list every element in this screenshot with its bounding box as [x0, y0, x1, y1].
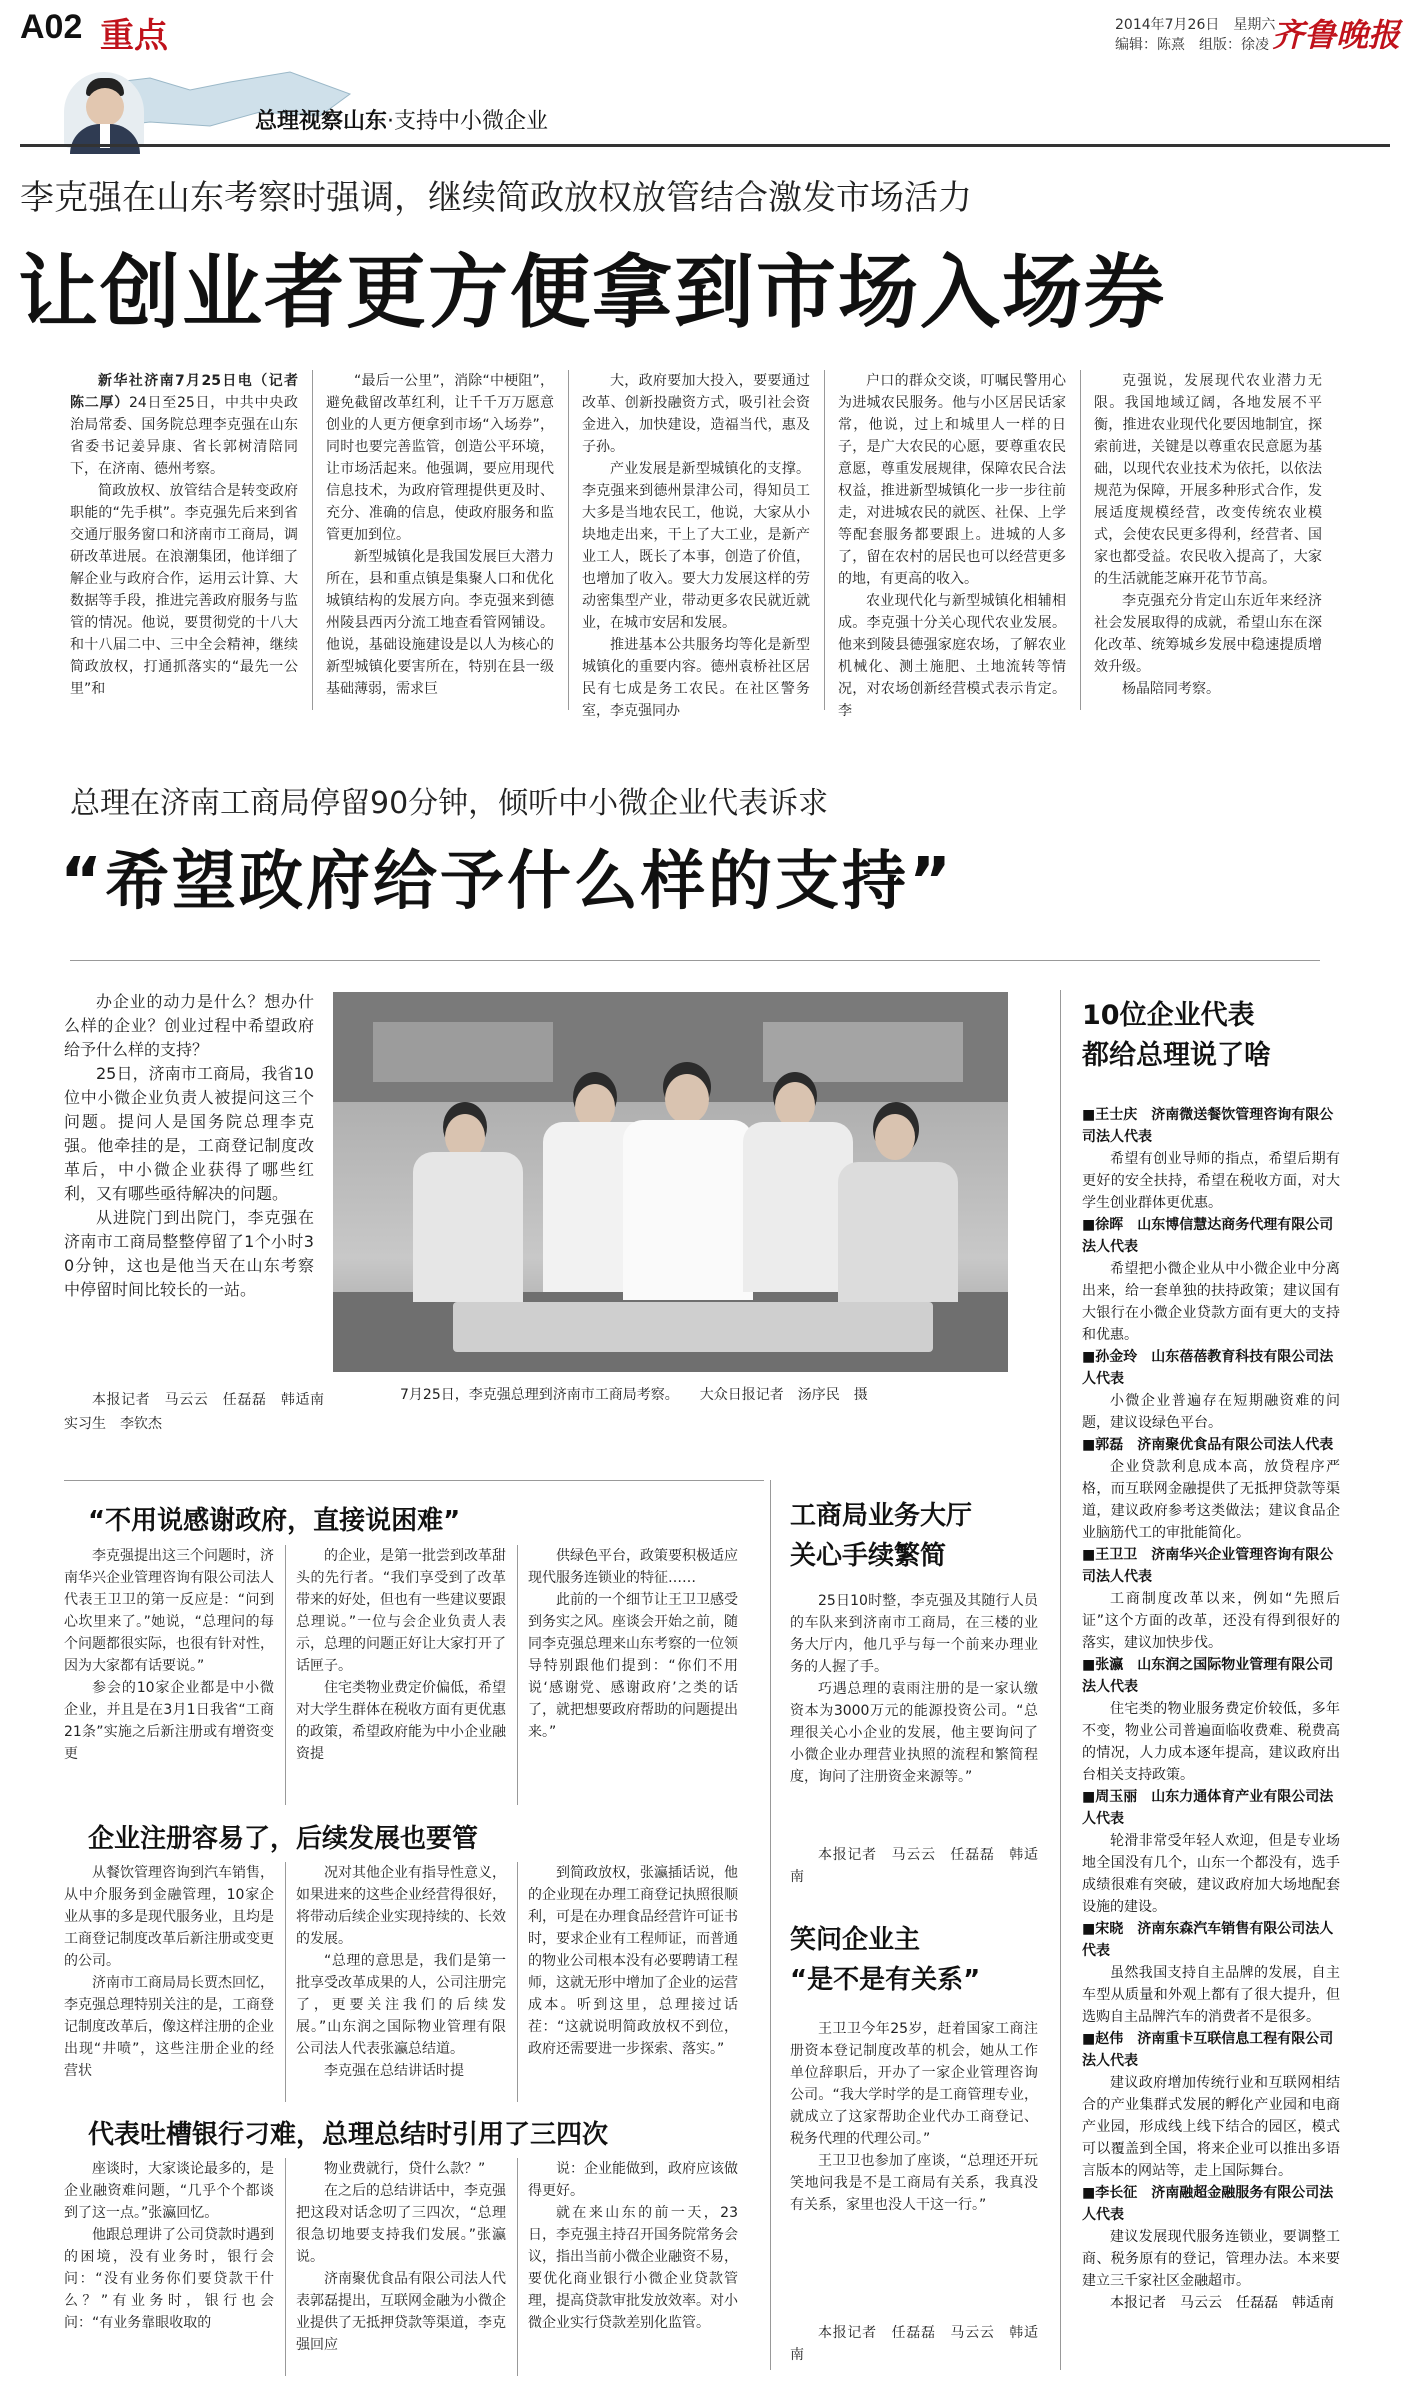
rep-item — [1082, 1434, 1340, 1544]
article1-dateline: 新华社济南7月25日电（记者 陈二厚） — [70, 373, 312, 411]
article2-byline — [64, 1388, 338, 1438]
reps-list — [1082, 1104, 1340, 2344]
rep-text: 小微企业普遍存在短期融资难的问题，建议设绿色平台。 — [1082, 1393, 1340, 1431]
divider — [517, 1545, 518, 1805]
subsection1-column-1 — [64, 1545, 274, 1809]
rep-text: 建议政府增加传统行业和互联网相结合的产业集群式发展的孵化产业园和电商产业园，形成线上线下结合的园区，模式可以覆盖到全国，将来企业可以推出多语言版本的网站等，走上国际舞台。 — [1082, 2075, 1340, 2179]
subsection3-column-1 — [64, 2158, 274, 2378]
sidebar2-text — [790, 2018, 1038, 2318]
paragraph: 况对其他企业有指导性意义，如果进来的这些企业经营得很好，将带动后续企业实现持续的、长效的发展。 — [296, 1865, 506, 1947]
rep-item — [1082, 1104, 1340, 1214]
rep-name: ■徐晖 山东博信慧达商务代理有限公司法人代表 — [1082, 1217, 1334, 1255]
article1-col1-text: 24日至25日，中共中央政治局常委、国务院总理李克强在山东省委书记姜异康、省长郭树清陪同下，在济南、德州考察。 — [70, 395, 298, 477]
paragraph: 大，政府要加大投入，要要通过改革、创新投融资方式，吸引社会资金进入，加快建设，造福当代，惠及子孙。 — [582, 373, 810, 455]
paragraph: 住宅类物业费定价偏低，希望对大学生群体在税收方面有更优惠的政策，希望政府能为中小企业融资提 — [296, 1680, 506, 1762]
rep-text: 轮滑非常受年轻人欢迎，但是专业场地全国没有几个，山东一个都没有，选手成绩很难有突破，建议政府加大场地配套设施的建设。 — [1082, 1833, 1340, 1915]
masthead-date: 2014年7月26日 星期六 — [1115, 17, 1276, 33]
paragraph: 李克强在总结讲话时提 — [324, 2063, 464, 2079]
rep-name: ■张瀛 山东润之国际物业管理有限公司法人代表 — [1082, 1657, 1334, 1695]
divider — [517, 2158, 518, 2376]
rep-name: ■周玉丽 山东力通体育产业有限公司法人代表 — [1082, 1789, 1334, 1827]
paragraph: 本报记者 马云云 任磊磊 韩适南 — [790, 1847, 1038, 1885]
divider — [285, 2158, 286, 2376]
divider — [824, 370, 825, 710]
paragraph: 本报记者 任磊磊 马云云 韩适南 — [790, 2325, 1038, 2363]
paragraph: 25日，济南市工商局，我省10位中小微企业负责人被提问这三个问题。提问人是国务院总理李克强。他牵挂的是，工商登记制度改革后，中小微企业获得了哪些红利，又有哪些亟待解决的问题。 — [64, 1064, 314, 1203]
paragraph: 从餐饮管理咨询到汽车销售，从中介服务到金融管理，10家企业从事的多是现代服务业，且均是工商登记制度改革后新注册或变更的公司。 — [64, 1865, 274, 1969]
rep-item — [1082, 1544, 1340, 1654]
rep-name: ■王士庆 济南微送餐饮管理咨询有限公司法人代表 — [1082, 1107, 1334, 1145]
paragraph: “最后一公里”，消除“中梗阻”，避免截留改革红利，让千千万万愿意创业的人更方便拿到市场“入场券”，同时也要完善监管，创造公平环境，让市场活起来。他强调，要应用现代信息技术，为政府管理提供更及时、充分、准确的信息，使政府服务和监管更加到位。 — [326, 373, 554, 543]
rep-name: ■孙金玲 山东蓓蓓教育科技有限公司法人代表 — [1082, 1349, 1334, 1387]
article1-column-4 — [838, 370, 1066, 719]
subsection3-title: 代表吐槽银行刁难，总理总结时引用了三四次 — [88, 2120, 609, 2150]
article1-column-2 — [326, 370, 554, 712]
paragraph: 杨晶陪同考察。 — [1122, 681, 1220, 697]
paragraph: 此前的一个细节让王卫卫感受到务实之风。座谈会开始之前，随同李克强总理来山东考察的一位领导特别跟他们提到：“你们不用说‘感谢党、感谢政府’之类的话了，就把想要政府帮助的问题提出来。” — [528, 1592, 738, 1740]
rep-item — [1082, 2028, 1340, 2182]
sidebar1-byline — [790, 1844, 1038, 1890]
paragraph: 就在来山东的前一天，23日，李克强主持召开国务院常务会议，指出当前小微企业融资不易，要优化商业银行小微企业贷款管理，提高贷款审批发放效率。对小微企业实行贷款差别化监管。 — [528, 2205, 738, 2331]
paragraph: 济南聚优食品有限公司法人代表郭磊提出，互联网金融为小微企业提供了无抵押贷款等渠道，李克强回应 — [296, 2271, 506, 2353]
rep-name: ■赵伟 济南重卡互联信息工程有限公司法人代表 — [1082, 2031, 1334, 2069]
paragraph: 25日10时整，李克强及其随行人员的车队来到济南市工商局，在三楼的业务大厅内，他几乎与每一个前来办理业务的人握了手。 — [790, 1593, 1038, 1675]
paragraph: 巧遇总理的袁雨注册的是一家认缴资本为3000万元的能源投资公司。“总理很关心小企业的发展，他主要询问了小微企业办理营业执照的流程和繁简程度，询问了注册资金来源等。” — [790, 1681, 1038, 1785]
article1-headline: 让创业者更方便拿到市场入场券 — [18, 246, 1166, 339]
rep-name: ■宋晓 济南东森汽车销售有限公司法人代表 — [1082, 1921, 1334, 1959]
paragraph: 户口的群众交谈，叮嘱民警用心为进城农民服务。他与小区居民话家常，他说，过上和城里人一样的日子，是广大农民的心愿，要尊重农民意愿，尊重发展规律，保障农民合法权益，推进新型城镇化一步一步往前走，对进城农民的就医、社保、上学等配套服务都要跟上。进城的人多了，留在农村的居民也可以经营更多的地，有更高的收入。 — [838, 373, 1066, 587]
rep-item — [1082, 1346, 1340, 1434]
subsection2-column-1 — [64, 1862, 274, 2104]
paragraph: “总理的意思是，我们是第一批享受改革成果的人，公司注册完了，更要关注我们的后续发展。”山东润之国际物业管理有限公司法人代表张瀛总结道。 — [296, 1953, 506, 2057]
section-rule — [64, 1480, 764, 1481]
series-subtitle: ·支持中小微企业 — [387, 109, 549, 134]
paragraph: 供绿色平台，政策要积极适应现代服务连锁业的特征…… — [528, 1548, 738, 1586]
paragraph: 王卫卫今年25岁，赶着国家工商注册资本登记制度改革的机会，她从工作单位辞职后，开办了一家企业管理咨询公司。“我大学时学的是工商管理专业，就成立了这家帮助企业代办工商登记、税务代理的代理公司。” — [790, 2021, 1038, 2147]
subsection2-column-3 — [528, 1862, 738, 2104]
rep-item — [1082, 2182, 1340, 2292]
divider — [285, 1545, 286, 1805]
article2-headline: “希望政府给予什么样的支持” — [60, 845, 955, 919]
rep-text: 虽然我国支持自主品牌的发展，自主车型从质量和外观上都有了很大提升，但选购自主品牌汽车的消费者不是很多。 — [1082, 1965, 1340, 2025]
paragraph: 的企业，是第一批尝到改革甜头的先行者。“我们享受到了改革带来的好处，但也有一些建议要跟总理说。”一位与会企业负责人表示，总理的问题正好让大家打开了话匣子。 — [296, 1548, 506, 1674]
article1-column-3 — [582, 370, 810, 719]
divider — [770, 1480, 771, 2370]
paragraph: 在之后的总结讲话中，李克强把这段对话念叨了三四次，“总理很急切地要支持我们发展。”张瀛说。 — [296, 2183, 506, 2265]
rep-name: ■王卫卫 济南华兴企业管理咨询有限公司法人代表 — [1082, 1547, 1334, 1585]
paragraph: 推进基本公共服务均等化是新型城镇化的重要内容。德州袁桥社区居民有七成是务工农民。在社区警务室，李克强同办 — [582, 637, 810, 719]
section-label: 重点 — [100, 16, 168, 56]
rep-name: ■李长征 济南融超金融服务有限公司法人代表 — [1082, 2185, 1334, 2223]
divider — [1080, 370, 1081, 710]
subsection2-column-2 — [296, 1862, 506, 2104]
paragraph: 王卫卫也参加了座谈，“总理还开玩笑地问我是不是工商局有关系，我真没有关系，家里也没人干这一行。” — [790, 2153, 1038, 2213]
divider — [285, 1862, 286, 2102]
paragraph: 座谈时，大家谈论最多的，是企业融资难问题，“几乎个个都谈到了这一点。”张瀛回忆。 — [64, 2161, 274, 2221]
article1-column-1 — [70, 370, 312, 712]
rep-text: 工商制度改革以来，例如“先照后证”这个方面的改革，还没有得到很好的落实，建议加快步伐。 — [1082, 1591, 1340, 1651]
paragraph: 物业费就行，贷什么款？” — [324, 2161, 486, 2177]
article2-intro — [64, 990, 314, 1380]
rep-item — [1082, 1214, 1340, 1346]
paragraph: 本报记者 马云云 任磊磊 韩适南 实习生 李钦杰 — [64, 1392, 338, 1432]
subsection2-title: 企业注册容易了，后续发展也要管 — [88, 1824, 479, 1854]
rep-text: 住宅类的物业服务费定价较低，多年不变，物业公司普遍面临收费难、税费高的情况，人力成本逐年提高，建议政府出台相关支持政策。 — [1082, 1701, 1340, 1783]
series-title-wrap — [255, 104, 548, 135]
subsection3-column-3 — [528, 2158, 738, 2378]
news-photo — [333, 992, 1008, 1372]
rep-item — [1082, 1786, 1340, 1918]
sidebar2-title: 笑问企业主 “是不是有关系” — [790, 1925, 981, 1995]
paragraph: 李克强提出这三个问题时，济南华兴企业管理咨询有限公司法人代表王卫卫的第一反应是：“问到心坎里来了。”她说，“总理问的每个问题都很实际，也很有针对性，因为大家都有话要说。” — [64, 1548, 274, 1674]
rep-item — [1082, 1918, 1340, 2028]
masthead-editors: 编辑：陈熹 组版：徐凌 — [1115, 37, 1269, 53]
paragraph: 李克强充分肯定山东近年来经济社会发展取得的成就，希望山东在深化改革、统筹城乡发展中稳速提质增效升级。 — [1094, 593, 1322, 675]
reps-byline: 本报记者 马云云 任磊磊 韩适南 — [1110, 2295, 1334, 2311]
paragraph: 克强说，发展现代农业潜力无限。我国地域辽阔，各地发展不平衡，推进农业现代化要因地制宜，探索前进，关键是以尊重农民意愿为基础，以现代农业技术为依托，以依法规范为保障，开展多种形式合作，发展适度规模经营，改变传统农业模式，会使农民更多得利，经营者、国家也都受益。农民收入提高了，大家的生活就能芝麻开花节节高。 — [1094, 373, 1322, 587]
paragraph: 农业现代化与新型城镇化相辅相成。李克强十分关心现代农业发展。他来到陵县德强家庭农场，了解农业机械化、测土施肥、土地流转等情况，对农场创新经营模式表示肯定。李 — [838, 593, 1066, 719]
paragraph: 产业发展是新型城镇化的支撑。李克强来到德州景津公司，得知员工大多是当地农民工，他说，大家从小块地走出来，干上了大工业，是新产业工人，既长了本事，创造了价值，也增加了收入。要大力发展这样的劳动密集型产业，带动更多农民就近就业，在城市安居和发展。 — [582, 461, 810, 631]
divider — [568, 370, 569, 710]
paper-logo: 齐鲁晚报 — [1272, 16, 1401, 54]
divider — [517, 1862, 518, 2102]
article1-column-5 — [1094, 370, 1322, 712]
rep-text: 希望有创业导师的指点，希望后期有更好的安全扶持，希望在税收方面，对大学生创业群体更优惠。 — [1082, 1151, 1340, 1211]
rep-name: ■郭磊 济南聚优食品有限公司法人代表 — [1082, 1437, 1334, 1453]
series-title: 总理视察山东 — [255, 109, 388, 134]
article1-kicker: 李克强在山东考察时强调，继续简政放权放管结合激发市场活力 — [20, 178, 972, 218]
article2-kicker: 总理在济南工商局停留90分钟，倾听中小微企业代表诉求 — [70, 786, 829, 821]
rep-text: 建议发展现代服务连锁业，要调整工商、税务原有的登记，管理办法。本来要建立三千家社区金融超市。 — [1082, 2229, 1340, 2289]
paragraph: 到简政放权，张瀛插话说，他的企业现在办理工商登记执照很顺利，可是在办理食品经营许可证书时，要求企业有工程师证，而普通的物业公司根本没有必要聘请工程师，这就无形中增加了企业的运营成本。听到这里，总理接过话茬：“这就说明简政放权不到位，政府还需要进一步探索、落实。” — [528, 1865, 738, 2057]
photo-caption: 7月25日，李克强总理到济南市工商局考察。 大众日报记者 汤序民 摄 — [400, 1387, 868, 1403]
divider — [1060, 990, 1061, 2370]
paragraph: 从进院门到出院门，李克强在济南市工商局整整停留了1个小时30分钟，这也是他当天在山东考察中停留时间比较长的一站。 — [64, 1208, 314, 1299]
premier-portrait — [64, 72, 144, 148]
reps-title: 10位企业代表 都给总理说了啥 — [1082, 1000, 1271, 1071]
subsection1-title: “不用说感谢政府，直接说困难” — [88, 1506, 461, 1536]
paragraph: 简政放权、放管结合是转变政府职能的“先手棋”。李克强先后来到省交通厅服务窗口和济南市工商局，调研改革进展。在浪潮集团，他详细了解企业与政府合作，运用云计算、大数据等手段，推进完善政府服务与监管的情况。他说，要贯彻党的十八大和十八届二中、三中全会精神，继续简政放权，打通抓落实的“最先一公里”和 — [70, 483, 298, 697]
sidebar2-byline — [790, 2322, 1038, 2368]
rep-text: 企业贷款利息成本高，放贷程序严格，而互联网金融提供了无抵押贷款等渠道，建议政府参考这类做法；建议食品企业脑筋代工的审批能简化。 — [1082, 1459, 1340, 1541]
rep-text: 希望把小微企业从中小微企业中分离出来，给一套单独的扶持政策；建议国有大银行在小微企业贷款方面有更大的支持和优惠。 — [1082, 1261, 1340, 1343]
subsection3-column-2 — [296, 2158, 506, 2378]
paragraph: 说：企业能做到，政府应该做得更好。 — [528, 2161, 738, 2199]
section-rule — [70, 960, 1320, 961]
page-number: A02 — [20, 8, 83, 46]
paragraph: 他跟总理讲了公司贷款时遇到的困境，没有业务时，银行会问：“没有业务你们要贷款干什么？”有业务时，银行也会问：“有业务靠眼收取的 — [64, 2227, 274, 2331]
paragraph: 办企业的动力是什么？想办什么样的企业？创业过程中希望政府给予什么样的支持？ — [64, 992, 314, 1059]
sidebar1-title: 工商局业务大厅 关心手续繁简 — [790, 1501, 973, 1571]
paragraph: 济南市工商局局长贾杰回忆，李克强总理特别关注的是，工商登记制度改革后，像这样注册的企业出现“井喷”，这些注册企业的经营状 — [64, 1975, 274, 2079]
masthead-rule — [20, 144, 1390, 147]
subsection1-column-2 — [296, 1545, 506, 1809]
sidebar1-text — [790, 1590, 1038, 1840]
rep-item — [1082, 1654, 1340, 1786]
subsection1-column-3 — [528, 1545, 738, 1809]
paragraph: 新型城镇化是我国发展巨大潜力所在，县和重点镇是集聚人口和优化城镇结构的发展方向。李克强来到德州陵县西丙分流工地查看管网铺设。他说，基础设施建设是以人为核心的新型城镇化要害所在，特别在县一级基础薄弱，需求巨 — [326, 549, 554, 697]
paragraph: 参会的10家企业都是中小微企业，并且是在3月1日我省“工商21条”实施之后新注册或有增资变更 — [64, 1680, 274, 1762]
divider — [312, 370, 313, 710]
